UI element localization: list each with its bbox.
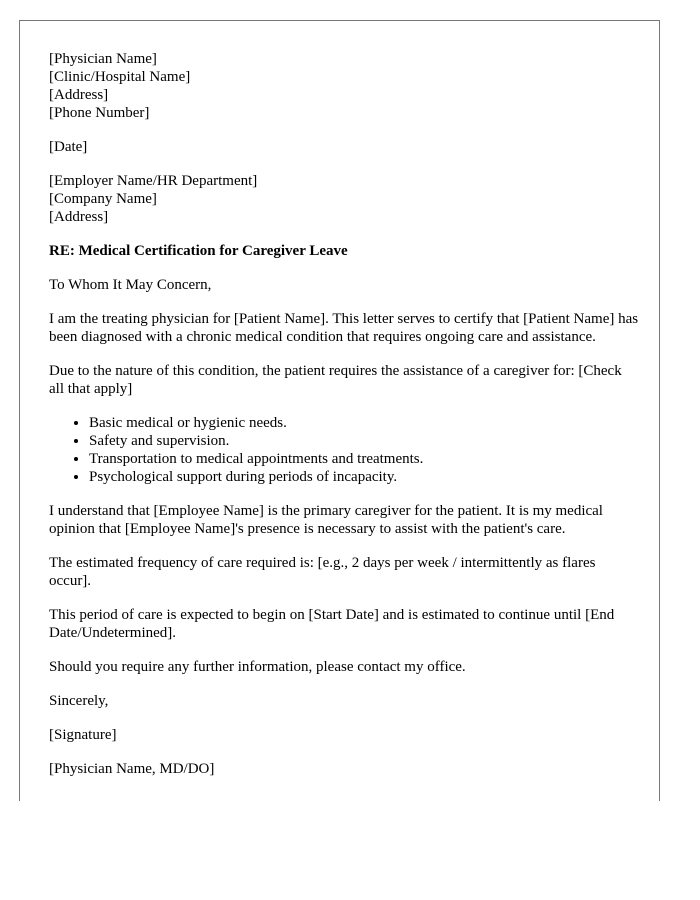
signature: [Signature] [49, 727, 117, 743]
paragraph-certification: I am the treating physician for [Patient Name]. This letter serves to certify that [Patient Name] has been diagnosed with a chronic medical condition that requires ongoing care and assistance. [49, 311, 639, 345]
paragraph-frequency: The estimated frequency of care required is: [e.g., 2 days per week / intermittently as flares occur]. [49, 555, 596, 589]
paragraph-caregiver-needs: Due to the nature of this condition, the patient requires the assistance of a caregiver for: [Check all that apply] [49, 363, 622, 397]
signer-name: [Physician Name, MD/DO] [49, 761, 215, 777]
letter-page [19, 20, 660, 801]
list-item: • Transportation to medical appointments and treatments. [89, 450, 639, 468]
sender-clinic: [Clinic/Hospital Name] [49, 69, 191, 85]
recipient-employer: [Employer Name/HR Department] [49, 173, 258, 189]
paragraph-period: This period of care is expected to begin on [Start Date] and is estimated to continue until [End Date/Undetermined]. [49, 607, 615, 641]
sender-phone: [Phone Number] [49, 105, 150, 121]
sender-address: [Address] [49, 87, 109, 103]
sender-block [49, 50, 639, 122]
list-item: • Basic medical or hygienic needs. [89, 414, 639, 432]
salutation: To Whom It May Concern, [49, 277, 212, 293]
paragraph-contact: Should you require any further information, please contact my office. [49, 659, 466, 675]
list-item: • Psychological support during periods of incapacity. [89, 468, 639, 486]
closing: Sincerely, [49, 693, 109, 709]
letter-content [49, 50, 639, 794]
list-item: • Safety and supervision. [89, 432, 639, 450]
sender-name: [Physician Name] [49, 51, 157, 67]
recipient-address: [Address] [49, 209, 109, 225]
care-needs-list [49, 414, 639, 486]
letter-date: [Date] [49, 139, 88, 155]
subject-line: RE: Medical Certification for Caregiver Leave [49, 243, 348, 259]
paragraph-primary-caregiver: I understand that [Employee Name] is the primary caregiver for the patient. It is my medical opinion that [Employee Name]'s presence is necessary to assist with the patient's care. [49, 503, 603, 537]
recipient-company: [Company Name] [49, 191, 157, 207]
recipient-block [49, 172, 639, 226]
